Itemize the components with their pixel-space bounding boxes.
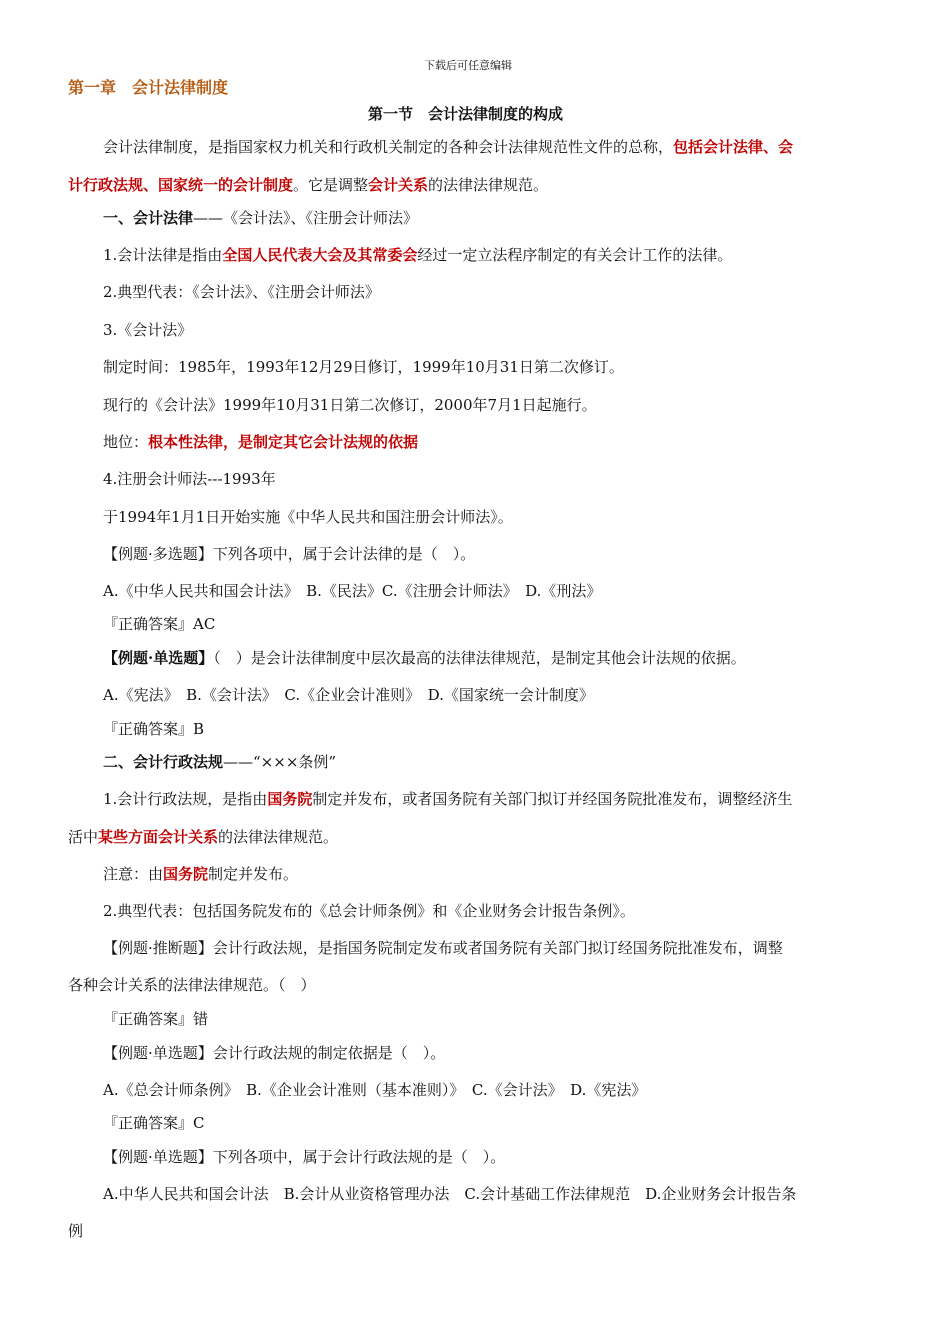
question-3-answer: 『正确答案』错 <box>103 1010 209 1028</box>
intro-text: 会计法律制度，是指国家权力机关和行政机关制定的各种会计法律规范性文件的总称， <box>103 138 674 156</box>
question-text: 会计行政法规，是指国务院制定发布或者国务院有关部门拟订经国务院批准发布，调整 <box>212 939 783 957</box>
question-2 <box>103 648 746 668</box>
section-title: 第一节 会计法律制度的构成 <box>368 105 564 123</box>
question-1-options: A.《中华人民共和国会计法》 B.《民法》C.《注册会计师法》 D.《刑法》 <box>103 582 602 600</box>
text: 地位： <box>103 433 149 451</box>
question-text: 下列各项中，属于会计法律的是（ ）。 <box>212 545 476 563</box>
part1-heading <box>103 208 418 228</box>
intro-text: 的法律法律规范。 <box>428 176 549 194</box>
part2-point-1-line-2 <box>68 827 338 847</box>
text: 1.会计行政法规，是指由 <box>103 790 268 808</box>
intro-highlight: 会计关系 <box>368 176 429 194</box>
question-5 <box>103 1147 505 1167</box>
question-1 <box>103 544 475 564</box>
question-tag: 【例题·多选题】 <box>103 545 213 563</box>
text: 1.会计法律是指由 <box>103 246 223 264</box>
highlight: 某些方面会计关系 <box>98 828 219 846</box>
question-3-line-2: 各种会计关系的法律法律规范。（ ） <box>68 976 316 994</box>
intro-highlight: 包括会计法律、会 <box>673 138 794 156</box>
highlight: 全国人民代表大会及其常委会 <box>222 246 418 264</box>
intro-text: 。它是调整 <box>293 176 369 194</box>
question-5-options-line-2: 例 <box>68 1222 84 1240</box>
highlight: 国务院 <box>267 790 313 808</box>
question-tag: 【例题·单选题】 <box>103 1148 213 1166</box>
question-4 <box>103 1043 445 1063</box>
intro-highlight: 计行政法规、国家统一的会计制度 <box>68 176 294 194</box>
part2-heading-bold: 二、会计行政法规 <box>103 753 224 771</box>
question-1-answer: 『正确答案』AC <box>103 615 216 633</box>
question-text: 下列各项中，属于会计行政法规的是（ ）。 <box>212 1148 506 1166</box>
part2-note <box>103 864 298 884</box>
part1-status <box>103 432 418 452</box>
question-2-options: A.《宪法》 B.《会计法》 C.《企业会计准则》 D.《国家统一会计制度》 <box>103 686 594 704</box>
part1-point-4-detail: 于1994年1月1日开始实施《中华人民共和国注册会计师法》。 <box>103 508 513 526</box>
part1-point-3: 3.《会计法》 <box>103 321 193 339</box>
question-text: （ ）是会计法律制度中层次最高的法律法律规范，是制定其他会计法规的依据。 <box>213 649 746 667</box>
chapter-title: 第一章 会计法律制度 <box>68 78 229 97</box>
text: 活中 <box>68 828 99 846</box>
text: 经过一定立法程序制定的有关会计工作的法律。 <box>417 246 733 264</box>
part1-point-2: 2.典型代表：《会计法》、《注册会计师法》 <box>103 283 380 301</box>
question-4-options: A.《总会计师条例》 B.《企业会计准则（基本准则）》 C.《会计法》 D.《宪法》 <box>103 1081 647 1099</box>
question-5-options: A.中华人民共和国会计法 B.会计从业资格管理办法 C.会计基础工作法律规范 D.企业财务会计报告条 <box>103 1185 797 1203</box>
text: 制定并发布，或者国务院有关部门拟订并经国务院批准发布，调整经济生 <box>312 790 793 808</box>
part1-point-1 <box>103 245 732 265</box>
text: 的法律法律规范。 <box>218 828 339 846</box>
part1-heading-rest: ——《会计法》、《注册会计师法》 <box>193 209 419 227</box>
question-tag: 【例题·单选题】 <box>103 649 214 667</box>
question-text: 会计行政法规的制定依据是（ ）。 <box>212 1044 446 1062</box>
part2-heading-rest: ——“×××条例” <box>223 753 337 771</box>
text: 制定并发布。 <box>208 865 299 883</box>
part2-point-1-line-1 <box>103 789 792 809</box>
highlight: 根本性法律，是制定其它会计法规的依据 <box>148 433 419 451</box>
part1-point-4: 4.注册会计师法---1993年 <box>103 470 276 488</box>
question-3 <box>103 938 783 958</box>
part1-current-law: 现行的《会计法》1999年10月31日第二次修订，2000年7月1日起施行。 <box>103 396 597 414</box>
question-2-answer: 『正确答案』B <box>103 720 205 738</box>
part2-point-2: 2.典型代表：包括国务院发布的《总会计师条例》和《企业财务会计报告条例》。 <box>103 902 635 920</box>
question-4-answer: 『正确答案』C <box>103 1114 205 1132</box>
highlight: 国务院 <box>163 865 209 883</box>
text: 注意：由 <box>103 865 164 883</box>
part1-enact-time: 制定时间：1985年，1993年12月29日修订，1999年10月31日第二次修订。 <box>103 358 624 376</box>
question-tag: 【例题·推断题】 <box>103 939 213 957</box>
page-header: 下载后可任意编辑 <box>424 59 512 72</box>
intro-line-1 <box>103 137 793 157</box>
question-tag: 【例题·单选题】 <box>103 1044 213 1062</box>
intro-line-2 <box>68 175 548 195</box>
part2-heading <box>103 752 336 772</box>
part1-heading-bold: 一、会计法律 <box>103 209 194 227</box>
